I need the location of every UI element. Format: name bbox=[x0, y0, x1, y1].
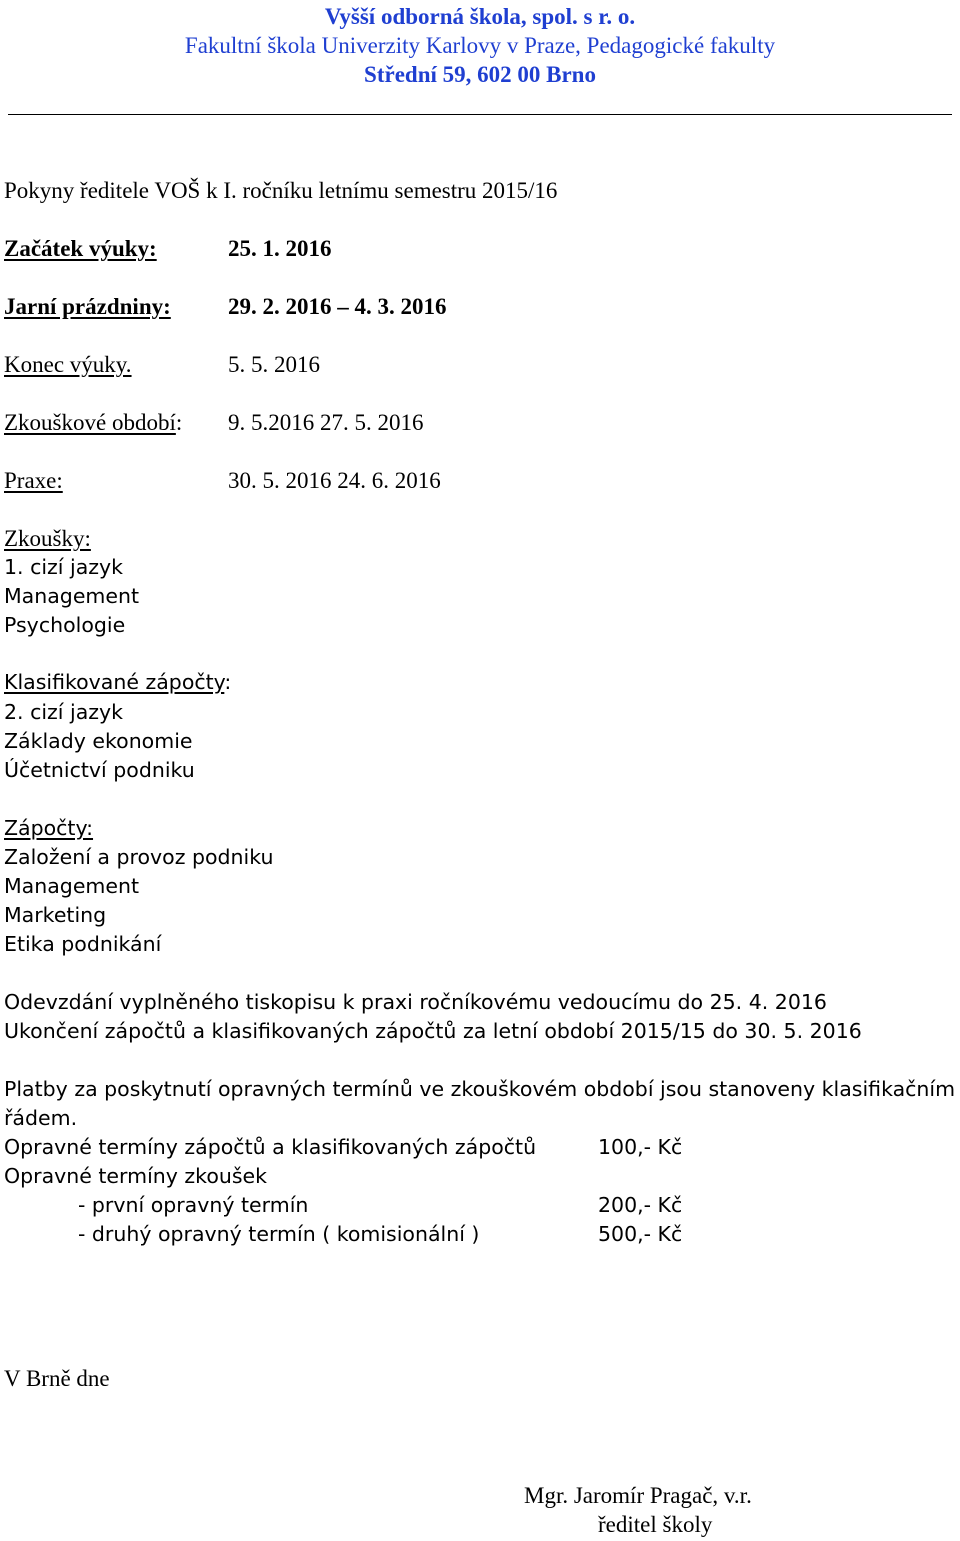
credit-item: Management bbox=[4, 874, 140, 898]
schedule-exam-value: 9. 5.2016 27. 5. 2016 bbox=[228, 410, 424, 435]
graded-credits-heading: Klasifikované zápočty: bbox=[4, 670, 232, 694]
graded-credit-item: Účetnictví podniku bbox=[4, 758, 195, 782]
school-address: Střední 59, 602 00 Brno bbox=[364, 62, 596, 87]
fee-row-label: Opravné termíny zápočtů a klasifikovaných zápočtů bbox=[4, 1135, 537, 1159]
schedule-practice-value: 30. 5. 2016 24. 6. 2016 bbox=[228, 468, 441, 493]
schedule-holiday-label: Jarní prázdniny: bbox=[4, 294, 171, 319]
exams-heading: Zkoušky: bbox=[4, 526, 91, 551]
schedule-end-value: 5. 5. 2016 bbox=[228, 352, 320, 377]
schedule-end-label: Konec výuky. bbox=[4, 352, 132, 377]
document-title: Pokyny ředitele VOŠ k I. ročníku letnímu semestru 2015/16 bbox=[4, 178, 558, 203]
exam-item: 1. cizí jazyk bbox=[4, 555, 124, 579]
school-name: Vyšší odborná škola, spol. s r. o. bbox=[324, 4, 636, 29]
credits-heading: Zápočty: bbox=[4, 816, 94, 840]
schedule-start-value: 25. 1. 2016 bbox=[228, 236, 332, 261]
fees-intro-cont: řádem. bbox=[4, 1106, 78, 1130]
credit-item: Založení a provoz podniku bbox=[4, 845, 274, 869]
fee-row-price: 200,- Kč bbox=[598, 1193, 683, 1217]
exam-item: Psychologie bbox=[4, 613, 126, 637]
graded-credit-item: 2. cizí jazyk bbox=[4, 700, 124, 724]
signature-name: Mgr. Jaromír Pragač, v.r. bbox=[524, 1483, 752, 1508]
signature-role: ředitel školy bbox=[598, 1512, 713, 1537]
header-divider bbox=[8, 114, 952, 115]
schedule-practice-label: Praxe: bbox=[4, 468, 63, 493]
note-form-deadline: Odevzdání vyplněného tiskopisu k praxi ročníkovému vedoucímu do 25. 4. 2016 bbox=[4, 990, 827, 1014]
schedule-exam-label: Zkouškové období: bbox=[4, 410, 183, 435]
note-credits-deadline: Ukončení zápočtů a klasifikovaných zápočtů za letní období 2015/15 do 30. 5. 2016 bbox=[4, 1019, 862, 1043]
fee-row-price: 500,- Kč bbox=[598, 1222, 683, 1246]
fee-row-label: - druhý opravný termín ( komisionální ) bbox=[78, 1222, 480, 1246]
schedule-holiday-value: 29. 2. 2016 – 4. 3. 2016 bbox=[228, 294, 447, 319]
fee-row-label: - první opravný termín bbox=[78, 1193, 309, 1217]
fees-intro: Platby za poskytnutí opravných termínů ve zkouškovém období jsou stanoveny klasifikačním bbox=[4, 1077, 956, 1101]
fee-row-label: Opravné termíny zkoušek bbox=[4, 1164, 268, 1188]
credit-item: Marketing bbox=[4, 903, 107, 927]
credit-item: Etika podnikání bbox=[4, 932, 162, 956]
fee-row-price: 100,- Kč bbox=[598, 1135, 683, 1159]
school-affiliation: Fakultní škola Univerzity Karlovy v Praze, Pedagogické fakulty bbox=[184, 33, 776, 58]
schedule-start-label: Začátek výuky: bbox=[4, 236, 157, 261]
place-date: V Brně dne bbox=[4, 1366, 110, 1391]
graded-credit-item: Základy ekonomie bbox=[4, 729, 193, 753]
exam-item: Management bbox=[4, 584, 140, 608]
